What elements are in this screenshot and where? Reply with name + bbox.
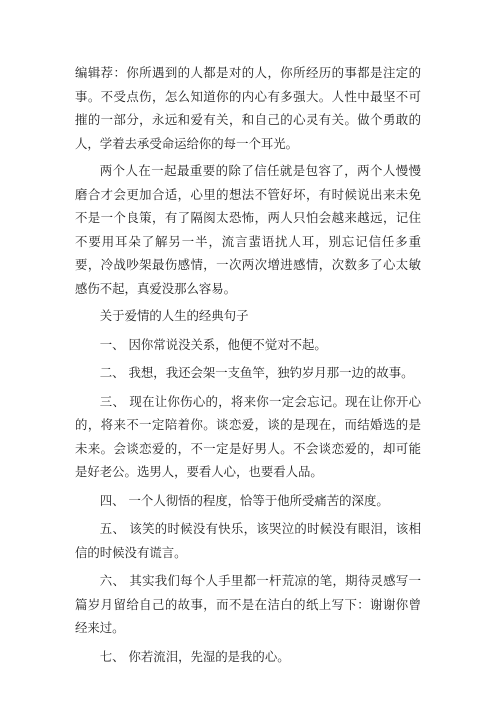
document-body [75,61,421,673]
quote-item-1: 一、 因你常说没关系，他便不觉对不起。 [99,336,327,352]
quote-item-6: 六、 其实我们每个人手里都一杆荒凉的笔，期待灵感写一篇岁月留给自己的故事，而不是在洁白的纸上写下：谢谢你曾经来过。 [75,573,421,635]
quote-item-4: 四、 一个人彻悟的程度，恰等于他所受痛苦的深度。 [99,492,389,508]
section-heading: 关于爱情的人生的经典句子 [99,308,249,323]
quote-item-2: 二、 我想，我还会架一支鱼竿，独钓岁月那一边的故事。 [99,365,414,380]
quote-item-3: 三、 现在让你伤心的，将来你一定会忘记。现在让你开心的，将来不一定陪着你。谈恋爱，谈的是现在，而结婚选的是未来。会谈恋爱的，不一定是好男人。不会谈恋爱的，却可能是好老公。选男人，要看人心，也要看人品。 [75,393,421,479]
quote-item-7: 七、 你若流泪，先湿的是我的心。 [99,648,290,664]
quote-item-5: 五、 该笑的时候没有快乐，该哭泣的时候没有眼泪，该相信的时候没有谎言。 [75,521,421,560]
editor-recommendation-paragraph: 编辑荐：你所遇到的人都是对的人，你所经历的事都是注定的事。不受点伤，怎么知道你的内心有多强大。人性中最坚不可摧的一部分，永远和爱有关，和自己的心灵有关。做个勇敢的人，学着去承受命运给你的每一个耳光。 [75,65,421,151]
trust-tolerance-paragraph: 两个人在一起最重要的除了信任就是包容了，两个人慢慢磨合才会更加合适，心里的想法不管好坏，有时候说出来未免不是一个良策，有了隔阂太恐怖，两人只怕会越来越远，记住不要用耳朵了解另一半，流言蜚语扰人耳，别忘记信任多重要，冷战吵架最伤感情，一次两次增进感情，次数多了心太敏感伤不起，真爱没那么容易。 [75,163,421,296]
